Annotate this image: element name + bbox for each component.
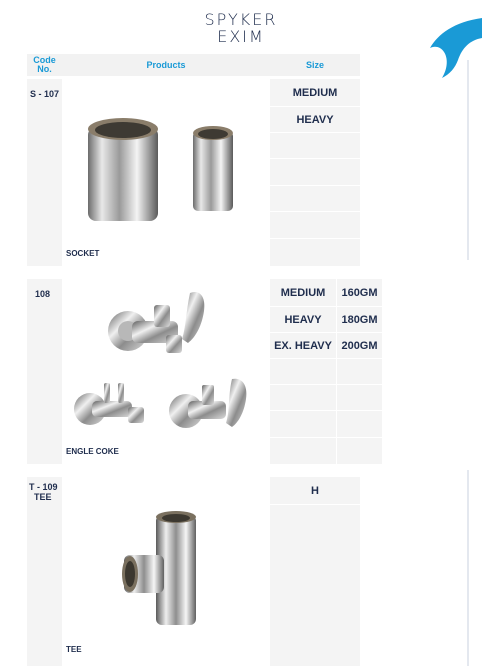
size-row [270,79,360,107]
product-cell [62,279,270,464]
weight-row [336,279,382,307]
size-row [270,333,336,359]
header-code-label: Code No. [33,55,56,74]
size-value: EX. HEAVY [274,339,332,352]
weight-value: 160GM [341,286,378,299]
size-value: MEDIUM [280,286,326,299]
item-code-sub: TEE [34,492,52,502]
size-row [270,107,360,133]
item-code: S - 107 [30,89,60,99]
size-row-empty [270,505,360,666]
weight-row [336,307,382,333]
socket-small-image [189,123,237,215]
size-column [270,279,382,464]
size-row [270,279,336,307]
weight-row-empty [336,438,382,464]
weight-value: 180GM [341,313,378,326]
header-code [27,54,62,76]
item-code-cell [27,279,62,464]
weight-row-empty [336,411,382,438]
size-row-empty [270,359,336,385]
angle-valve-lever-image [166,375,258,439]
size-row [270,477,360,505]
product-label: SOCKET [66,249,100,258]
product-label: ENGLE COKE [66,447,119,456]
weight-row-empty [336,359,382,385]
product-label: TEE [66,645,82,654]
size-row-empty [270,212,360,239]
size-value: HEAVY [284,313,322,326]
product-cell [62,79,270,266]
size-row-empty [270,133,360,159]
header-products-label: Products [146,60,186,70]
size-row [270,307,336,333]
brand-line-1: SPYKER [204,10,278,29]
size-column [270,79,360,266]
size-value: HEAVY [296,113,334,126]
size-value: H [311,484,319,497]
angle-valve-image [106,287,216,367]
size-row-empty [270,239,360,266]
weight-row-empty [336,385,382,411]
weight-row [336,333,382,359]
brand-swoosh-icon [430,18,482,80]
header-size [270,54,360,76]
item-code: T - 109 [29,482,58,492]
size-row-empty [270,159,360,186]
angle-valve-small-image [72,377,152,437]
size-row-empty [270,411,336,438]
size-value: MEDIUM [292,86,338,99]
item-code-cell [27,79,62,266]
socket-large-image [84,115,164,225]
product-cell [62,477,270,666]
size-row-empty [270,438,336,464]
size-row-empty [270,186,360,212]
item-code: 108 [35,289,51,299]
size-column [270,477,360,666]
page-edge-line [467,470,469,666]
tee-fitting-image [120,509,210,629]
size-row-empty [270,385,336,411]
weight-value: 200GM [341,339,378,352]
item-code-cell [27,477,62,666]
brand-line-2: EXIM [217,27,265,46]
header-products [62,54,270,76]
header-size-label: Size [305,60,324,70]
page-edge-line [467,60,469,260]
